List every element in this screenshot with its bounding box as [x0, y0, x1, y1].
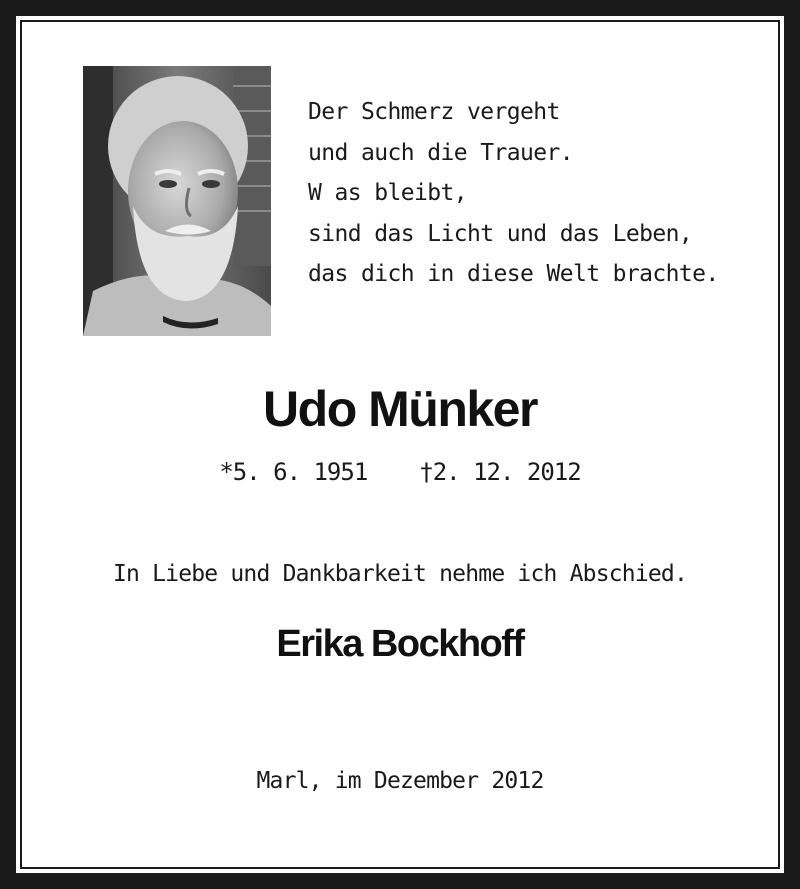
deceased-name: Udo Münker — [263, 381, 537, 437]
death-date: †2. 12. 2012 — [419, 458, 581, 486]
poem-line: sind das Licht und das Leben, — [308, 220, 693, 247]
life-dates — [0, 458, 800, 486]
poem-line: W as bleibt, — [308, 180, 467, 206]
signer-name: Erika Bockhoff — [276, 623, 524, 665]
poem-line: und auch die Trauer. — [308, 139, 573, 166]
farewell-text: In Liebe und Dankbarkeit nehme ich Abschied. — [112, 561, 688, 587]
birth-date: *5. 6. 1951 — [219, 458, 368, 486]
poem-line: das dich in diese Welt brachte. — [308, 261, 719, 287]
poem — [308, 92, 748, 295]
poem-line: Der Schmerz vergeht — [308, 99, 560, 125]
portrait-photo — [83, 66, 271, 336]
place-and-date: Marl, im Dezember 2012 — [256, 768, 544, 794]
